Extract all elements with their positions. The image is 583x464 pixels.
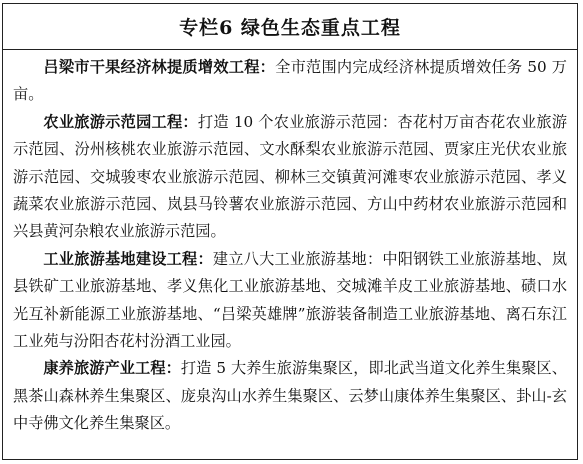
paragraph-industrial-tourism	[13, 246, 567, 356]
title-row	[3, 4, 577, 50]
paragraph-agri-tourism	[13, 109, 567, 246]
paragraph-heading: 农业旅游示范园工程：	[43, 112, 198, 131]
box-content	[3, 50, 577, 438]
paragraph-heading: 工业旅游基地建设工程：	[43, 249, 213, 268]
paragraph-text: 全市范围内完成经济林提质增效任务 50 万亩。	[13, 58, 567, 104]
paragraph-economic-forest	[13, 54, 567, 109]
paragraph-text: 打造 5 大养生旅游集聚区，即北武当道文化养生集聚区、黑茶山森林养生集聚区、庞泉沟山水养生集聚区、云梦山康体养生集聚区、卦山-玄中寺佛文化养生集聚区。	[13, 359, 567, 433]
feature-box	[2, 3, 578, 460]
paragraph-heading: 吕梁市干果经济林提质增效工程：	[43, 58, 276, 76]
paragraph-text: 打造 10 个农业旅游示范园：杏花村万亩杏花农业旅游示范园、汾州核桃农业旅游示范园、文水酥梨农业旅游示范园、贾家庄光伏农业旅游示范园、交城骏枣农业旅游示范园、柳林三交镇黄河滩枣农业旅游示范园、孝义蔬菜农业旅游示范园、岚县马铃薯农业旅游示范园、方山中药材农业旅游示范园和兴县黄河杂粮农业旅游示范园。	[13, 112, 568, 241]
paragraph-wellness-tourism	[13, 355, 567, 437]
paragraph-text: 建立八大工业旅游基地：中阳钢铁工业旅游基地、岚县铁矿工业旅游基地、孝义焦化工业旅游基地、交城滩羊皮工业旅游基地、碛口水光互补新能源工业旅游基地、“吕梁英雄牌”旅游装备制造工业旅游基地、离石东江工业苑与汾阳杏花村汾酒工业园。	[13, 249, 568, 351]
paragraph-heading: 康养旅游产业工程：	[43, 359, 181, 378]
box-title: 专栏6 绿色生态重点工程	[179, 17, 401, 39]
